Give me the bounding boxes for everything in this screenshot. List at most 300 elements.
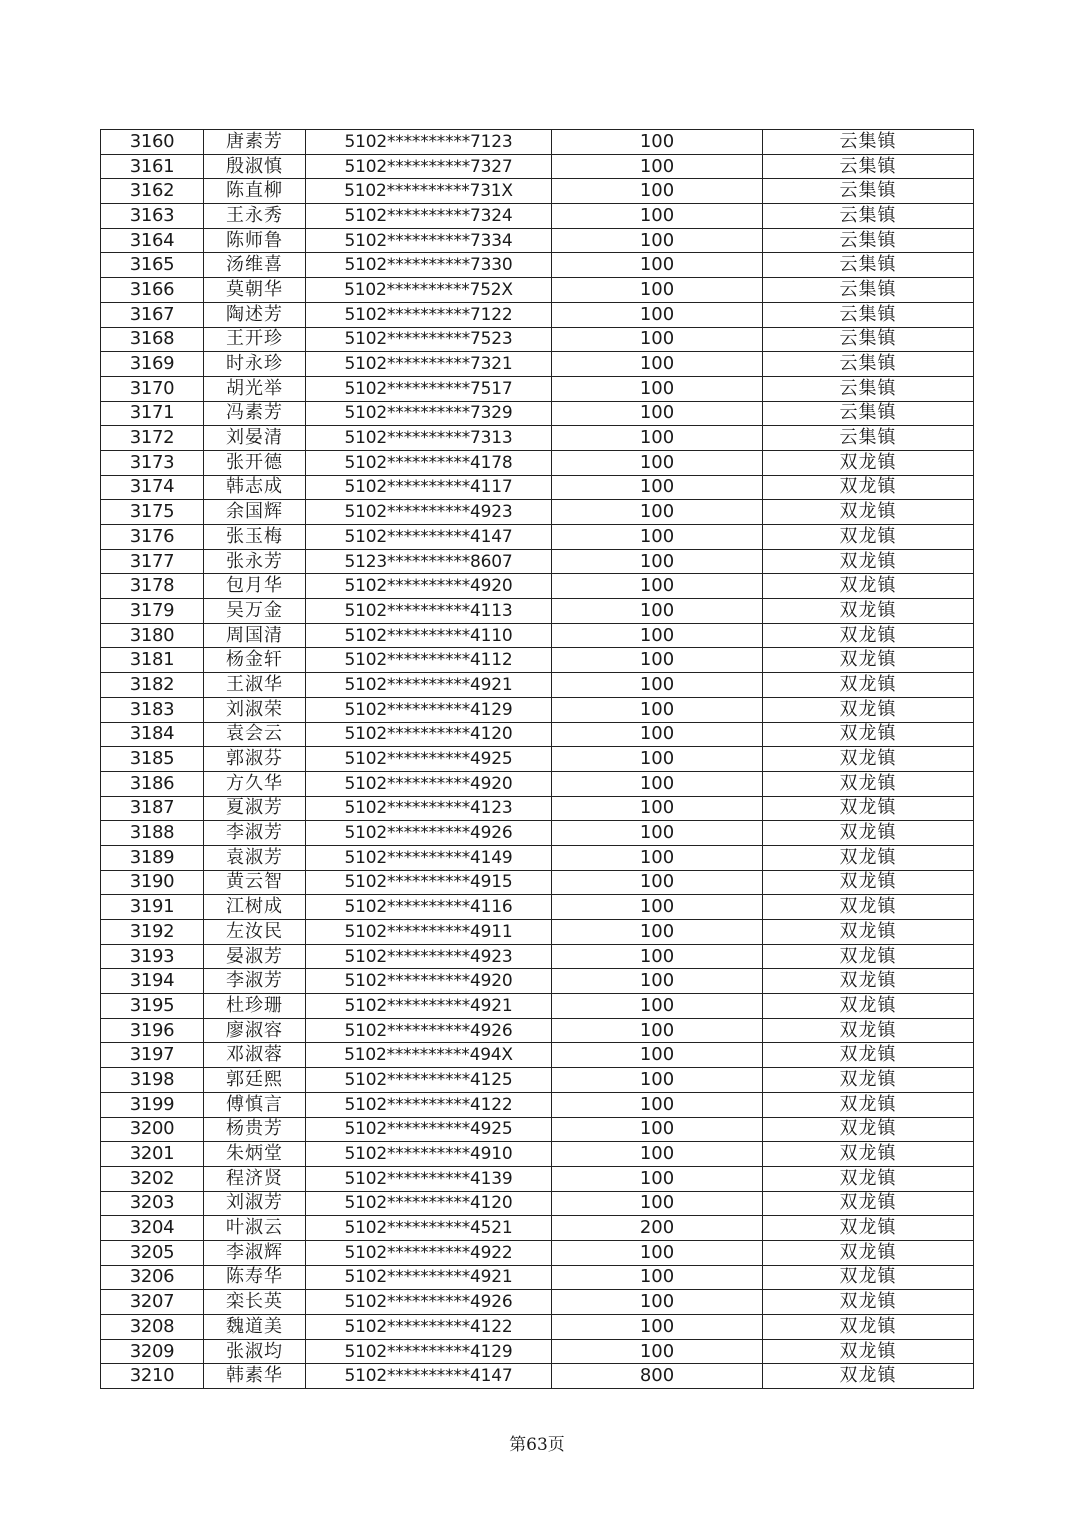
town-cell: 云集镇: [763, 278, 974, 303]
town-cell: 双龙镇: [763, 574, 974, 599]
serial-number-cell: 3190: [101, 870, 204, 895]
name-cell: 袁会云: [204, 722, 306, 747]
amount-cell: 100: [552, 1092, 763, 1117]
table-row: [101, 1364, 974, 1389]
id-number-cell: 5102**********731X: [306, 179, 552, 204]
serial-number-cell: 3202: [101, 1166, 204, 1191]
table-row: [101, 870, 974, 895]
serial-number-cell: 3185: [101, 747, 204, 772]
name-cell: 包月华: [204, 574, 306, 599]
name-cell: 殷淑慎: [204, 154, 306, 179]
serial-number-cell: 3188: [101, 821, 204, 846]
amount-cell: 100: [552, 845, 763, 870]
table-row: [101, 525, 974, 550]
serial-number-cell: 3187: [101, 796, 204, 821]
table-row: [101, 821, 974, 846]
serial-number-cell: 3179: [101, 599, 204, 624]
serial-number-cell: 3193: [101, 944, 204, 969]
amount-cell: 100: [552, 623, 763, 648]
table-row: [101, 796, 974, 821]
town-cell: 双龙镇: [763, 1166, 974, 1191]
table-row: [101, 1216, 974, 1241]
id-number-cell: 5102**********4925: [306, 1117, 552, 1142]
town-cell: 云集镇: [763, 426, 974, 451]
serial-number-cell: 3194: [101, 969, 204, 994]
town-cell: 双龙镇: [763, 599, 974, 624]
table-row: [101, 302, 974, 327]
town-cell: 双龙镇: [763, 1068, 974, 1093]
amount-cell: 100: [552, 278, 763, 303]
id-number-cell: 5102**********4125: [306, 1068, 552, 1093]
table-row: [101, 599, 974, 624]
id-number-cell: 5102**********4149: [306, 845, 552, 870]
town-cell: 云集镇: [763, 327, 974, 352]
serial-number-cell: 3163: [101, 204, 204, 229]
id-number-cell: 5102**********4910: [306, 1142, 552, 1167]
serial-number-cell: 3205: [101, 1240, 204, 1265]
table-row: [101, 549, 974, 574]
table-row: [101, 1043, 974, 1068]
id-number-cell: 5102**********7123: [306, 130, 552, 155]
id-number-cell: 5102**********4178: [306, 450, 552, 475]
name-cell: 傅慎言: [204, 1092, 306, 1117]
name-cell: 张玉梅: [204, 525, 306, 550]
amount-cell: 100: [552, 821, 763, 846]
amount-cell: 100: [552, 376, 763, 401]
serial-number-cell: 3166: [101, 278, 204, 303]
serial-number-cell: 3162: [101, 179, 204, 204]
town-cell: 双龙镇: [763, 1142, 974, 1167]
town-cell: 双龙镇: [763, 1315, 974, 1340]
town-cell: 云集镇: [763, 302, 974, 327]
serial-number-cell: 3180: [101, 623, 204, 648]
amount-cell: 100: [552, 1018, 763, 1043]
amount-cell: 100: [552, 1043, 763, 1068]
serial-number-cell: 3200: [101, 1117, 204, 1142]
name-cell: 郭淑芬: [204, 747, 306, 772]
table-row: [101, 475, 974, 500]
town-cell: 双龙镇: [763, 796, 974, 821]
id-number-cell: 5102**********4122: [306, 1315, 552, 1340]
id-number-cell: 5102**********4922: [306, 1240, 552, 1265]
serial-number-cell: 3197: [101, 1043, 204, 1068]
serial-number-cell: 3186: [101, 771, 204, 796]
serial-number-cell: 3192: [101, 920, 204, 945]
table-row: [101, 327, 974, 352]
table-row: [101, 944, 974, 969]
serial-number-cell: 3191: [101, 895, 204, 920]
amount-cell: 100: [552, 895, 763, 920]
id-number-cell: 5102**********7330: [306, 253, 552, 278]
serial-number-cell: 3171: [101, 401, 204, 426]
amount-cell: 100: [552, 574, 763, 599]
town-cell: 双龙镇: [763, 1364, 974, 1389]
serial-number-cell: 3172: [101, 426, 204, 451]
town-cell: 双龙镇: [763, 845, 974, 870]
town-cell: 双龙镇: [763, 895, 974, 920]
amount-cell: 100: [552, 1265, 763, 1290]
town-cell: 云集镇: [763, 204, 974, 229]
id-number-cell: 5102**********4110: [306, 623, 552, 648]
town-cell: 云集镇: [763, 228, 974, 253]
amount-cell: 100: [552, 722, 763, 747]
amount-cell: 100: [552, 475, 763, 500]
amount-cell: 100: [552, 1191, 763, 1216]
serial-number-cell: 3165: [101, 253, 204, 278]
town-cell: 双龙镇: [763, 920, 974, 945]
serial-number-cell: 3199: [101, 1092, 204, 1117]
name-cell: 莫朝华: [204, 278, 306, 303]
id-number-cell: 5102**********4911: [306, 920, 552, 945]
table-row: [101, 771, 974, 796]
amount-cell: 100: [552, 1068, 763, 1093]
name-cell: 韩素华: [204, 1364, 306, 1389]
town-cell: 云集镇: [763, 401, 974, 426]
town-cell: 双龙镇: [763, 1117, 974, 1142]
id-number-cell: 5102**********7327: [306, 154, 552, 179]
id-number-cell: 5102**********752X: [306, 278, 552, 303]
town-cell: 双龙镇: [763, 747, 974, 772]
id-number-cell: 5102**********4139: [306, 1166, 552, 1191]
amount-cell: 100: [552, 1315, 763, 1340]
name-cell: 张永芳: [204, 549, 306, 574]
table-row: [101, 228, 974, 253]
name-cell: 夏淑芳: [204, 796, 306, 821]
town-cell: 云集镇: [763, 352, 974, 377]
serial-number-cell: 3161: [101, 154, 204, 179]
table-row: [101, 623, 974, 648]
table-row: [101, 376, 974, 401]
amount-cell: 100: [552, 1166, 763, 1191]
table-row: [101, 845, 974, 870]
serial-number-cell: 3178: [101, 574, 204, 599]
town-cell: 双龙镇: [763, 1339, 974, 1364]
name-cell: 邓淑蓉: [204, 1043, 306, 1068]
name-cell: 郭廷熙: [204, 1068, 306, 1093]
name-cell: 方久华: [204, 771, 306, 796]
serial-number-cell: 3210: [101, 1364, 204, 1389]
id-number-cell: 5102**********4117: [306, 475, 552, 500]
name-cell: 栾长英: [204, 1290, 306, 1315]
amount-cell: 100: [552, 1240, 763, 1265]
serial-number-cell: 3209: [101, 1339, 204, 1364]
name-cell: 李淑辉: [204, 1240, 306, 1265]
serial-number-cell: 3177: [101, 549, 204, 574]
name-cell: 刘淑芳: [204, 1191, 306, 1216]
id-number-cell: 5102**********4521: [306, 1216, 552, 1241]
name-cell: 李淑芳: [204, 821, 306, 846]
table-row: [101, 1315, 974, 1340]
town-cell: 双龙镇: [763, 697, 974, 722]
name-cell: 黄云智: [204, 870, 306, 895]
town-cell: 双龙镇: [763, 648, 974, 673]
name-cell: 王永秀: [204, 204, 306, 229]
table-row: [101, 450, 974, 475]
table-row: [101, 895, 974, 920]
amount-cell: 100: [552, 796, 763, 821]
table-row: [101, 1018, 974, 1043]
amount-cell: 800: [552, 1364, 763, 1389]
name-cell: 朱炳堂: [204, 1142, 306, 1167]
name-cell: 陈寿华: [204, 1265, 306, 1290]
amount-cell: 100: [552, 204, 763, 229]
amount-cell: 100: [552, 747, 763, 772]
town-cell: 双龙镇: [763, 944, 974, 969]
table-row: [101, 204, 974, 229]
id-number-cell: 5102**********7313: [306, 426, 552, 451]
amount-cell: 100: [552, 401, 763, 426]
id-number-cell: 5102**********7523: [306, 327, 552, 352]
table-row: [101, 1265, 974, 1290]
table-row: [101, 179, 974, 204]
town-cell: 双龙镇: [763, 1092, 974, 1117]
town-cell: 云集镇: [763, 253, 974, 278]
table-row: [101, 1068, 974, 1093]
town-cell: 双龙镇: [763, 1043, 974, 1068]
amount-cell: 100: [552, 1117, 763, 1142]
id-number-cell: 5102**********4129: [306, 697, 552, 722]
amount-cell: 100: [552, 352, 763, 377]
amount-cell: 100: [552, 994, 763, 1019]
id-number-cell: 5102**********4915: [306, 870, 552, 895]
name-cell: 王淑华: [204, 673, 306, 698]
serial-number-cell: 3168: [101, 327, 204, 352]
id-number-cell: 5102**********7329: [306, 401, 552, 426]
amount-cell: 100: [552, 1339, 763, 1364]
table-row: [101, 1290, 974, 1315]
serial-number-cell: 3182: [101, 673, 204, 698]
name-cell: 唐素芳: [204, 130, 306, 155]
table-row: [101, 1142, 974, 1167]
amount-cell: 100: [552, 870, 763, 895]
id-number-cell: 5102**********7324: [306, 204, 552, 229]
id-number-cell: 5102**********4113: [306, 599, 552, 624]
name-cell: 程济贤: [204, 1166, 306, 1191]
serial-number-cell: 3207: [101, 1290, 204, 1315]
town-cell: 双龙镇: [763, 1216, 974, 1241]
serial-number-cell: 3173: [101, 450, 204, 475]
name-cell: 刘晏清: [204, 426, 306, 451]
town-cell: 双龙镇: [763, 623, 974, 648]
amount-cell: 100: [552, 450, 763, 475]
name-cell: 吴万金: [204, 599, 306, 624]
id-number-cell: 5102**********494X: [306, 1043, 552, 1068]
id-number-cell: 5102**********4147: [306, 1364, 552, 1389]
table-row: [101, 1166, 974, 1191]
name-cell: 杜珍珊: [204, 994, 306, 1019]
name-cell: 韩志成: [204, 475, 306, 500]
serial-number-cell: 3206: [101, 1265, 204, 1290]
serial-number-cell: 3201: [101, 1142, 204, 1167]
table-row: [101, 154, 974, 179]
name-cell: 刘淑荣: [204, 697, 306, 722]
amount-cell: 100: [552, 500, 763, 525]
table-row: [101, 722, 974, 747]
table-row: [101, 747, 974, 772]
amount-cell: 100: [552, 1290, 763, 1315]
id-number-cell: 5102**********4926: [306, 1018, 552, 1043]
id-number-cell: 5102**********4123: [306, 796, 552, 821]
town-cell: 双龙镇: [763, 771, 974, 796]
name-cell: 廖淑容: [204, 1018, 306, 1043]
town-cell: 云集镇: [763, 376, 974, 401]
name-cell: 时永珍: [204, 352, 306, 377]
serial-number-cell: 3184: [101, 722, 204, 747]
name-cell: 陶述芳: [204, 302, 306, 327]
id-number-cell: 5102**********4921: [306, 673, 552, 698]
id-number-cell: 5102**********7517: [306, 376, 552, 401]
amount-cell: 100: [552, 302, 763, 327]
serial-number-cell: 3160: [101, 130, 204, 155]
town-cell: 双龙镇: [763, 500, 974, 525]
table-row: [101, 969, 974, 994]
id-number-cell: 5102**********4925: [306, 747, 552, 772]
amount-cell: 100: [552, 327, 763, 352]
town-cell: 双龙镇: [763, 1290, 974, 1315]
town-cell: 双龙镇: [763, 1191, 974, 1216]
name-cell: 江树成: [204, 895, 306, 920]
name-cell: 李淑芳: [204, 969, 306, 994]
name-cell: 晏淑芳: [204, 944, 306, 969]
amount-cell: 100: [552, 253, 763, 278]
id-number-cell: 5102**********7321: [306, 352, 552, 377]
id-number-cell: 5102**********4120: [306, 722, 552, 747]
amount-cell: 100: [552, 130, 763, 155]
table-row: [101, 1240, 974, 1265]
table-row: [101, 278, 974, 303]
serial-number-cell: 3196: [101, 1018, 204, 1043]
serial-number-cell: 3204: [101, 1216, 204, 1241]
serial-number-cell: 3175: [101, 500, 204, 525]
town-cell: 双龙镇: [763, 821, 974, 846]
amount-cell: 200: [552, 1216, 763, 1241]
table-row: [101, 500, 974, 525]
data-table: [100, 129, 974, 1389]
table-row: [101, 697, 974, 722]
serial-number-cell: 3169: [101, 352, 204, 377]
table-row: [101, 1117, 974, 1142]
table-row: [101, 920, 974, 945]
table-row: [101, 401, 974, 426]
id-number-cell: 5102**********4112: [306, 648, 552, 673]
table-row: [101, 1339, 974, 1364]
id-number-cell: 5102**********4147: [306, 525, 552, 550]
serial-number-cell: 3174: [101, 475, 204, 500]
serial-number-cell: 3183: [101, 697, 204, 722]
name-cell: 左汝民: [204, 920, 306, 945]
amount-cell: 100: [552, 673, 763, 698]
table-row: [101, 1092, 974, 1117]
amount-cell: 100: [552, 228, 763, 253]
town-cell: 双龙镇: [763, 994, 974, 1019]
table-row: [101, 574, 974, 599]
name-cell: 陈师鲁: [204, 228, 306, 253]
town-cell: 双龙镇: [763, 722, 974, 747]
name-cell: 冯素芳: [204, 401, 306, 426]
id-number-cell: 5102**********7334: [306, 228, 552, 253]
serial-number-cell: 3198: [101, 1068, 204, 1093]
id-number-cell: 5102**********4920: [306, 574, 552, 599]
name-cell: 袁淑芳: [204, 845, 306, 870]
table-row: [101, 648, 974, 673]
serial-number-cell: 3176: [101, 525, 204, 550]
table-row: [101, 426, 974, 451]
name-cell: 杨金轩: [204, 648, 306, 673]
town-cell: 云集镇: [763, 179, 974, 204]
serial-number-cell: 3203: [101, 1191, 204, 1216]
name-cell: 张淑均: [204, 1339, 306, 1364]
id-number-cell: 5123**********8607: [306, 549, 552, 574]
town-cell: 云集镇: [763, 154, 974, 179]
serial-number-cell: 3170: [101, 376, 204, 401]
amount-cell: 100: [552, 599, 763, 624]
name-cell: 叶淑云: [204, 1216, 306, 1241]
name-cell: 王开珍: [204, 327, 306, 352]
amount-cell: 100: [552, 525, 763, 550]
id-number-cell: 5102**********4116: [306, 895, 552, 920]
amount-cell: 100: [552, 944, 763, 969]
serial-number-cell: 3167: [101, 302, 204, 327]
id-number-cell: 5102**********4129: [306, 1339, 552, 1364]
id-number-cell: 5102**********4923: [306, 944, 552, 969]
table-row: [101, 1191, 974, 1216]
serial-number-cell: 3181: [101, 648, 204, 673]
name-cell: 汤维喜: [204, 253, 306, 278]
town-cell: 双龙镇: [763, 870, 974, 895]
name-cell: 张开德: [204, 450, 306, 475]
town-cell: 双龙镇: [763, 673, 974, 698]
serial-number-cell: 3208: [101, 1315, 204, 1340]
amount-cell: 100: [552, 549, 763, 574]
town-cell: 双龙镇: [763, 1018, 974, 1043]
town-cell: 双龙镇: [763, 1240, 974, 1265]
serial-number-cell: 3164: [101, 228, 204, 253]
id-number-cell: 5102**********4926: [306, 1290, 552, 1315]
town-cell: 双龙镇: [763, 475, 974, 500]
table-row: [101, 352, 974, 377]
amount-cell: 100: [552, 154, 763, 179]
page-number: 第63页: [509, 1435, 565, 1455]
name-cell: 陈直柳: [204, 179, 306, 204]
town-cell: 双龙镇: [763, 969, 974, 994]
table-row: [101, 253, 974, 278]
id-number-cell: 5102**********4122: [306, 1092, 552, 1117]
amount-cell: 100: [552, 648, 763, 673]
id-number-cell: 5102**********4920: [306, 969, 552, 994]
name-cell: 杨贵芳: [204, 1117, 306, 1142]
town-cell: 云集镇: [763, 130, 974, 155]
table-row: [101, 130, 974, 155]
town-cell: 双龙镇: [763, 525, 974, 550]
id-number-cell: 5102**********7122: [306, 302, 552, 327]
table-body: [101, 130, 974, 1389]
id-number-cell: 5102**********4920: [306, 771, 552, 796]
amount-cell: 100: [552, 771, 763, 796]
table-row: [101, 673, 974, 698]
table-row: [101, 994, 974, 1019]
serial-number-cell: 3189: [101, 845, 204, 870]
name-cell: 余国辉: [204, 500, 306, 525]
town-cell: 双龙镇: [763, 549, 974, 574]
town-cell: 双龙镇: [763, 450, 974, 475]
serial-number-cell: 3195: [101, 994, 204, 1019]
name-cell: 魏道美: [204, 1315, 306, 1340]
id-number-cell: 5102**********4120: [306, 1191, 552, 1216]
amount-cell: 100: [552, 1142, 763, 1167]
id-number-cell: 5102**********4926: [306, 821, 552, 846]
town-cell: 双龙镇: [763, 1265, 974, 1290]
id-number-cell: 5102**********4921: [306, 1265, 552, 1290]
